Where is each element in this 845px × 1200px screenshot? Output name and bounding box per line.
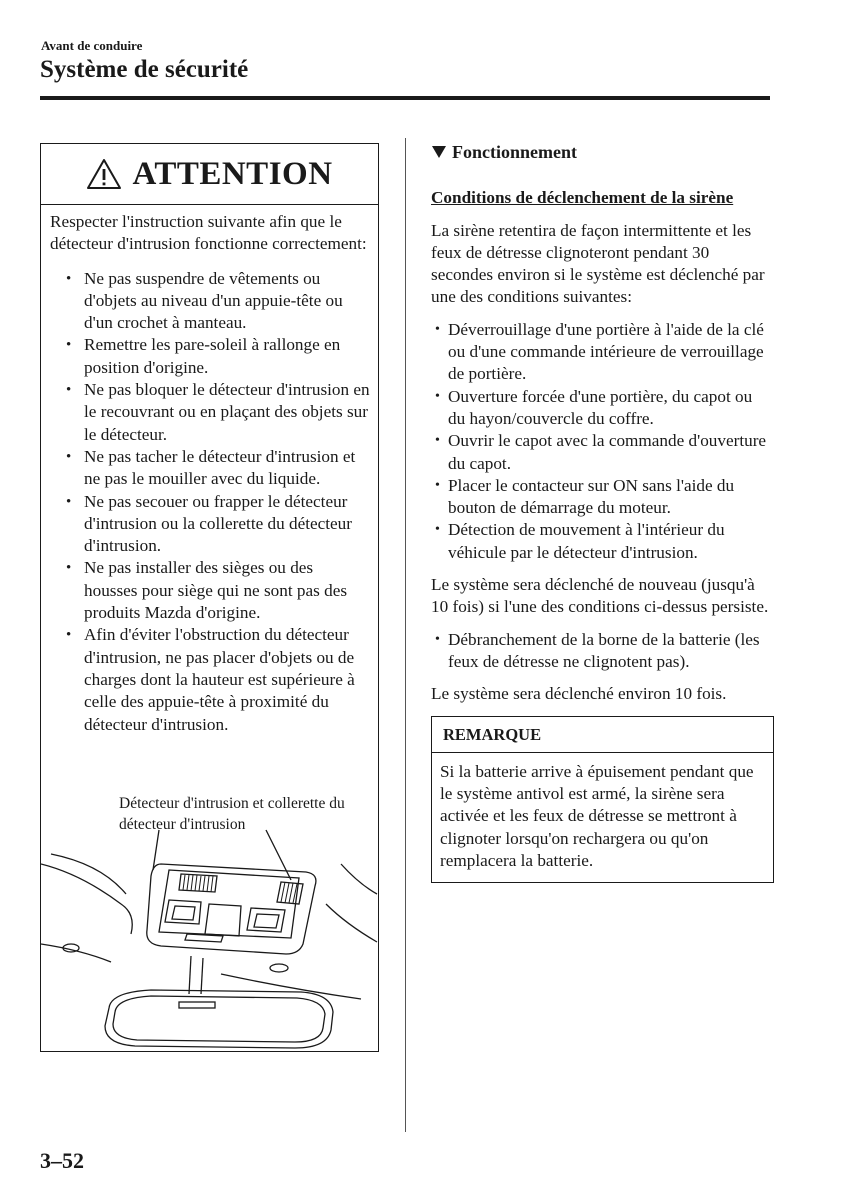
list-item: • Débranchement de la borne de la batterie (les feux de détresse ne clignotent pas). — [435, 629, 773, 674]
list-item: • Placer le contacteur sur ON sans l'aide du bouton de démarrage du moteur. — [435, 475, 773, 520]
paragraph: Le système sera déclenché environ 10 fois. — [431, 684, 727, 704]
sub-heading: Conditions de déclenchement de la sirène — [431, 188, 734, 208]
exception-list — [431, 629, 773, 674]
attention-body — [41, 205, 378, 736]
figure-caption: Détecteur d'intrusion et collerette du détecteur d'intrusion — [119, 795, 345, 833]
list-item: • Ne pas installer des sièges ou des housses pour siège qui ne sont pas des produits Mazda d'origine. — [66, 557, 370, 624]
section-heading-label: Fonctionnement — [452, 142, 577, 162]
section-label: Avant de conduire — [41, 38, 143, 53]
header-rule — [40, 96, 770, 100]
attention-list — [50, 268, 370, 736]
section-heading — [431, 141, 773, 163]
attention-box — [40, 143, 379, 1052]
remark-body: Si la batterie arrive à épuisement pendant que le système antivol est armé, la sirène sera activée et les feux de détresse se mettront à clignoter lorsqu'on rechargera ou qu'on remplacera la batterie. — [440, 761, 754, 871]
attention-title: ATTENTION — [132, 155, 333, 192]
paragraph: La sirène retentira de façon intermittente et les feux de détresse clignoteront pendant 30 secondes environ si le système est déclenché par une des conditions suivantes: — [431, 220, 765, 307]
list-item: • Remettre les pare-soleil à rallonge en position d'origine. — [66, 334, 370, 379]
paragraph: Le système sera déclenché de nouveau (jusqu'à 10 fois) si l'une des conditions ci-dessus persiste. — [431, 575, 769, 617]
right-column — [431, 141, 773, 883]
triangle-down-icon — [431, 145, 447, 159]
remark-title: REMARQUE — [432, 717, 773, 753]
attention-intro: Respecter l'instruction suivante afin que le détecteur d'intrusion fonctionne correctement: — [50, 212, 367, 254]
page-number: 3–52 — [40, 1148, 84, 1173]
list-item: • Ne pas bloquer le détecteur d'intrusion en le recouvrant ou en plaçant des objets sur le détecteur. — [66, 379, 370, 446]
warning-triangle-icon — [86, 158, 122, 190]
list-item: • Ne pas tacher le détecteur d'intrusion et ne pas le mouiller avec du liquide. — [66, 446, 370, 491]
page-title: Système de sécurité — [40, 56, 249, 83]
list-item: • Ouvrir le capot avec la commande d'ouverture du capot. — [435, 430, 773, 475]
list-item: • Détection de mouvement à l'intérieur du véhicule par le détecteur d'intrusion. — [435, 519, 773, 564]
list-item: • Déverrouillage d'une portière à l'aide de la clé ou d'une commande intérieure de verrouillage de portière. — [435, 319, 773, 386]
list-item: • Afin d'éviter l'obstruction du détecteur d'intrusion, ne pas placer d'objets ou de charges dont la hauteur est supérieure à celle des appuie-tête à proximité du détecteur d'intrusion. — [66, 624, 370, 735]
list-item: • Ne pas suspendre de vêtements ou d'objets au niveau d'un appuie-tête ou d'un crochet à manteau. — [66, 268, 370, 335]
list-item: • Ouverture forcée d'une portière, du capot ou du hayon/couvercle du coffre. — [435, 386, 773, 431]
intrusion-sensor-illustration — [41, 824, 379, 1052]
column-divider — [405, 138, 406, 1132]
conditions-list — [431, 319, 773, 564]
remark-box — [431, 716, 774, 884]
attention-header — [41, 144, 378, 205]
list-item: • Ne pas secouer ou frapper le détecteur d'intrusion ou la collerette du détecteur d'intrusion. — [66, 491, 370, 558]
